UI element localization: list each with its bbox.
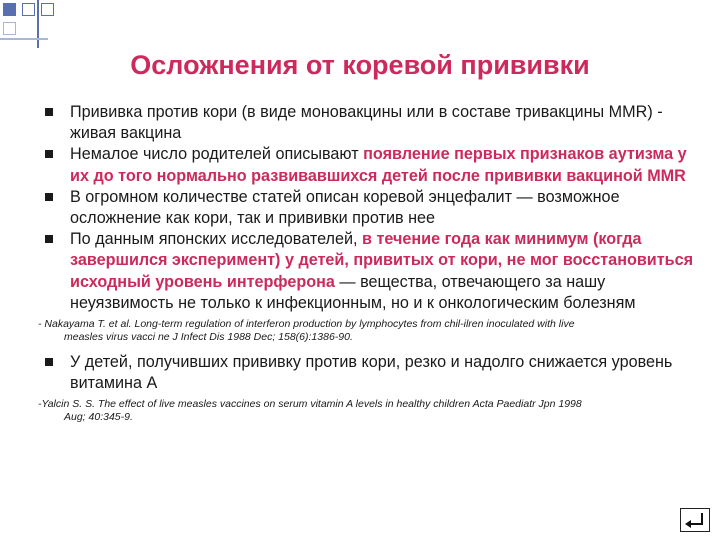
bullet-marker <box>45 235 53 243</box>
bullet-marker <box>45 193 53 201</box>
return-arrow-icon <box>681 509 709 531</box>
list-item <box>44 144 694 186</box>
item-text: — вещества, отвечающего за нашу неуязвимость не только к инфекционным, но и к онкологическим болезням <box>70 272 636 312</box>
list-item <box>44 352 694 394</box>
bullet-marker <box>45 108 53 116</box>
item-text: В огромном количестве статей описан коревой энцефалит — возможное осложнение как кори, так и прививки против нее <box>70 187 620 228</box>
list-item <box>44 229 694 314</box>
item-highlight: в течение года как минимум (когда завершился эксперимент) у детей, привитых от кори, не мог восстановиться исходный уровень интерферона <box>70 230 694 291</box>
list-item <box>44 187 694 229</box>
item-text: У детей, получивших прививку против кори, резко и надолго снижается уровень витамина А <box>70 353 673 393</box>
corner-line <box>0 38 48 40</box>
corner-square <box>22 3 35 16</box>
item-text: Прививка против кори (в виде моновакцины или в составе тривакцины MMR) - живая вакцина <box>70 103 663 143</box>
corner-square <box>41 3 54 16</box>
bullet-marker <box>45 150 53 158</box>
reference-line: -Yalcin S. S. The effect of live measles vaccines on serum vitamin A levels in healthy children Acta Paediatr Jpn 1998 <box>38 398 582 411</box>
item-highlight: появление первых признаков аутизма у их до того нормально развивавшихся детей после прививки вакциной MMR <box>70 145 687 185</box>
reference-line: Aug; 40:345-9. <box>64 411 133 424</box>
bullet-list <box>38 102 694 430</box>
return-icon[interactable] <box>680 508 710 532</box>
reference-line: - Nakayama T. et al. Long-term regulation of interferon production by lymphocytes from chil-ilren inoculated with live <box>38 318 575 331</box>
corner-line <box>37 0 39 48</box>
item-text: По данным японских исследователей, <box>70 230 363 249</box>
reference-line: measles virus vacci ne J Infect Dis 1988 Dec; 158(6):1386-90. <box>64 331 353 344</box>
item-text: Немалое число родителей описывают <box>70 145 364 164</box>
corner-square <box>3 22 16 35</box>
bullet-marker <box>45 358 53 366</box>
list-item <box>44 102 694 144</box>
reference-citation <box>38 318 694 344</box>
reference-citation <box>38 398 694 424</box>
slide-title: Осложнения от коревой прививки <box>130 50 590 80</box>
corner-square <box>3 3 16 16</box>
